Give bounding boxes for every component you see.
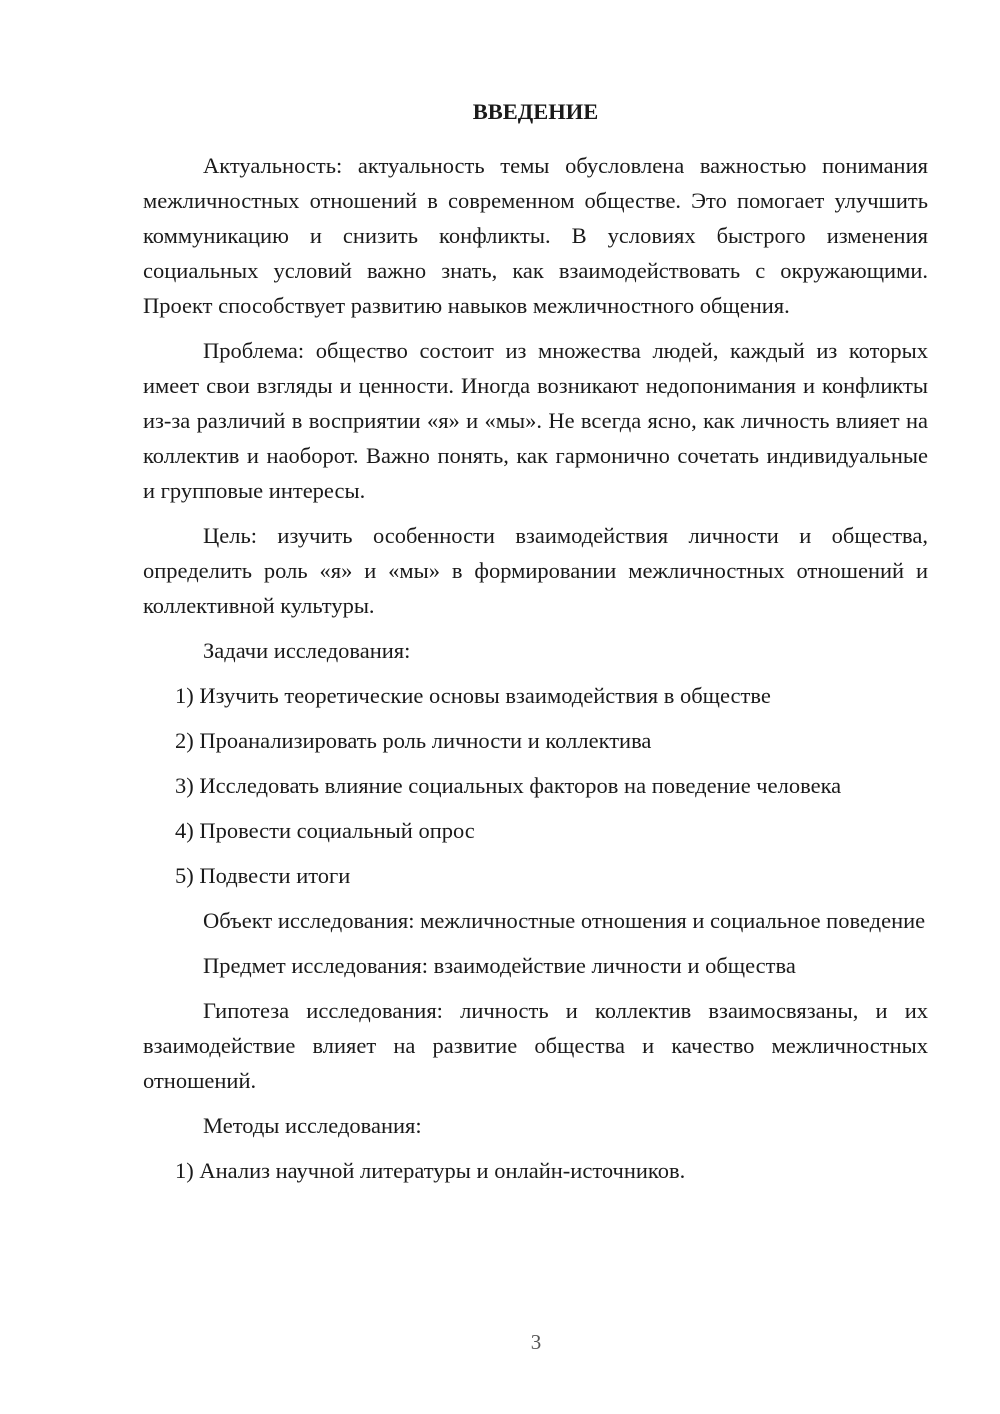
paragraph-object: Объект исследования: межличностные отношения и социальное поведение (203, 908, 926, 933)
methods-list (143, 1153, 928, 1188)
list-item: 5) Подвести итоги (175, 863, 351, 888)
tasks-heading: Задачи исследования: (203, 638, 411, 663)
methods-heading: Методы исследования: (203, 1113, 422, 1138)
section-title: ВВЕДЕНИЕ (472, 99, 599, 124)
paragraph-relevance: Актуальность: актуальность темы обусловлена важностью понимания межличностных отношений в современном обществе. Это помогает улучшить коммуникацию и снизить конфликты. В условиях быстрого изменения социальных условий важно знать, как взаимодействовать с окружающими. Проект способствует развитию навыков межличностного общения. (143, 153, 928, 318)
list-item: 1) Изучить теоретические основы взаимодействия в обществе (175, 683, 771, 708)
paragraph-hypothesis: Гипотеза исследования: личность и коллектив взаимосвязаны, и их взаимодействие влияет на развитие общества и качество межличностных отношений. (143, 998, 928, 1093)
paragraph-goal: Цель: изучить особенности взаимодействия личности и общества, определить роль «я» и «мы» в формировании межличностных отношений и коллективной культуры. (143, 523, 928, 618)
page-content (143, 92, 928, 1198)
page-number: 3 (530, 1330, 542, 1354)
list-item: 1) Анализ научной литературы и онлайн-источников. (175, 1158, 686, 1183)
paragraph-subject: Предмет исследования: взаимодействие личности и общества (203, 953, 796, 978)
list-item: 4) Провести социальный опрос (175, 818, 475, 843)
list-item: 2) Проанализировать роль личности и коллектива (175, 728, 652, 753)
list-item: 3) Исследовать влияние социальных факторов на поведение человека (175, 773, 842, 798)
paragraph-problem: Проблема: общество состоит из множества людей, каждый из которых имеет свои взгляды и ценности. Иногда возникают недопонимания и конфликты из-за различий в восприятии «я» и «мы». Не всегда ясно, как личность влияет на коллектив и наоборот. Важно понять, как гармонично сочетать индивидуальные и групповые интересы. (143, 338, 928, 503)
tasks-list (143, 678, 928, 893)
